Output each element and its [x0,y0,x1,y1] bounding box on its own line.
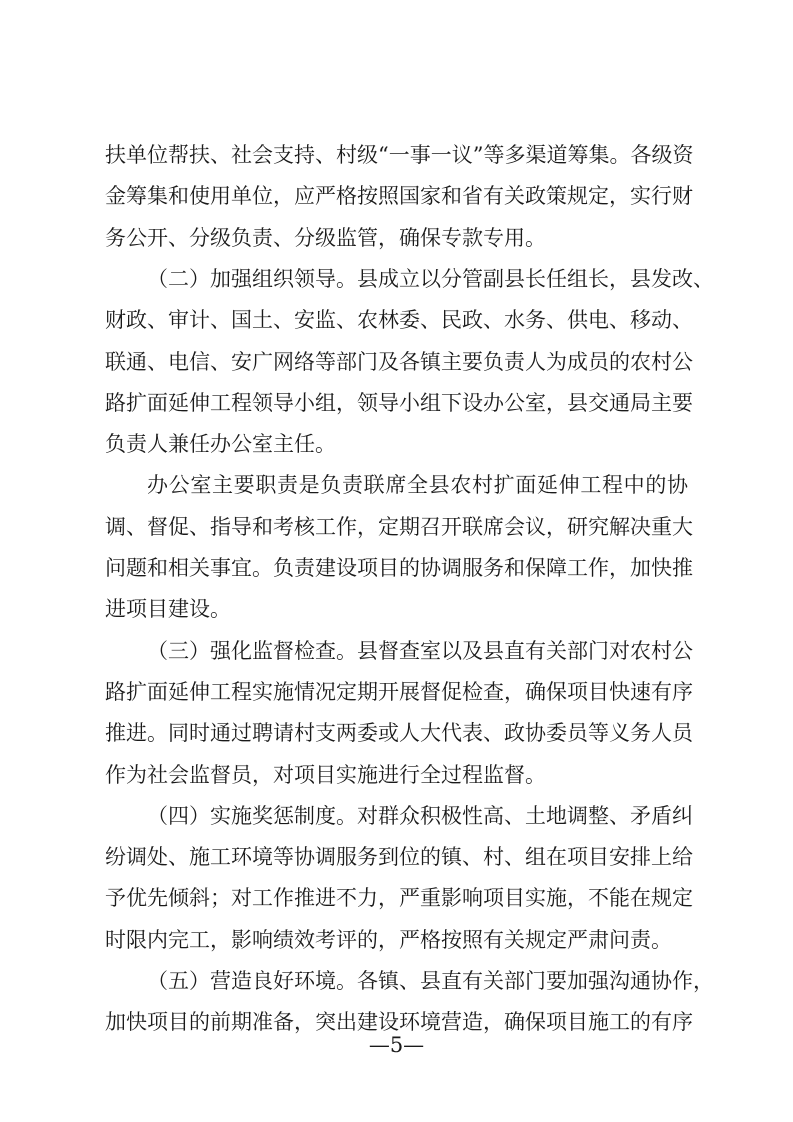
text-line: 予优先倾斜；对工作推进不力，严重影响项目实施，不能在规定 [105,886,693,910]
text-line: 路扩面延伸工程领导小组，领导小组下设办公室，县交通局主要 [105,391,693,415]
text-line: 财政、审计、国土、安监、农林委、民政、水务、供电、移动、 [105,308,693,332]
section-heading-line: （二）加强组织领导。县成立以分管副县长任组长，县发改、 [147,267,714,291]
text-line: 纷调处、施工环境等协调服务到位的镇、村、组在项目安排上给 [105,845,693,869]
text-line: 务公开、分级负责、分级监管，确保专款专用。 [105,226,546,250]
text-line: 扶单位帮扶、社会支持、村级“一事一议”等多渠道筹集。各级资 [105,143,694,167]
text-line: 加快项目的前期准备，突出建设环境营造，确保项目施工的有序 [105,1010,693,1034]
text-line: 作为社会监督员，对项目实施进行全过程监督。 [105,763,546,787]
text-line: 路扩面延伸工程实施情况定期开展督促检查，确保项目快速有序 [105,680,693,704]
text-line: 负责人兼任办公室主任。 [105,432,336,456]
paragraph-first-line: 办公室主要职责是负责联席全县农村扩面延伸工程中的协 [147,473,688,497]
text-line: 进项目建设。 [105,597,231,621]
page-number: —5— [368,1033,425,1057]
text-line: 调、督促、指导和考核工作，定期召开联席会议，研究解决重大 [105,515,693,539]
section-heading-line: （五）营造良好环境。各镇、县直有关部门要加强沟通协作， [147,969,714,993]
text-line: 时限内完工，影响绩效考评的，严格按照有关规定严肃问责。 [105,928,672,952]
text-line: 金筹集和使用单位，应严格按照国家和省有关政策规定，实行财 [105,184,693,208]
text-line: 问题和相关事宜。负责建设项目的协调服务和保障工作，加快推 [105,556,693,580]
section-heading-line: （四）实施奖惩制度。对群众积极性高、土地调整、矛盾纠 [147,804,693,828]
text-line: 推进。同时通过聘请村支两委或人大代表、政协委员等义务人员 [105,721,693,745]
text-line: 联通、电信、安广网络等部门及各镇主要负责人为成员的农村公 [105,350,693,374]
section-heading-line: （三）强化监督检查。县督查室以及县直有关部门对农村公 [147,639,693,663]
